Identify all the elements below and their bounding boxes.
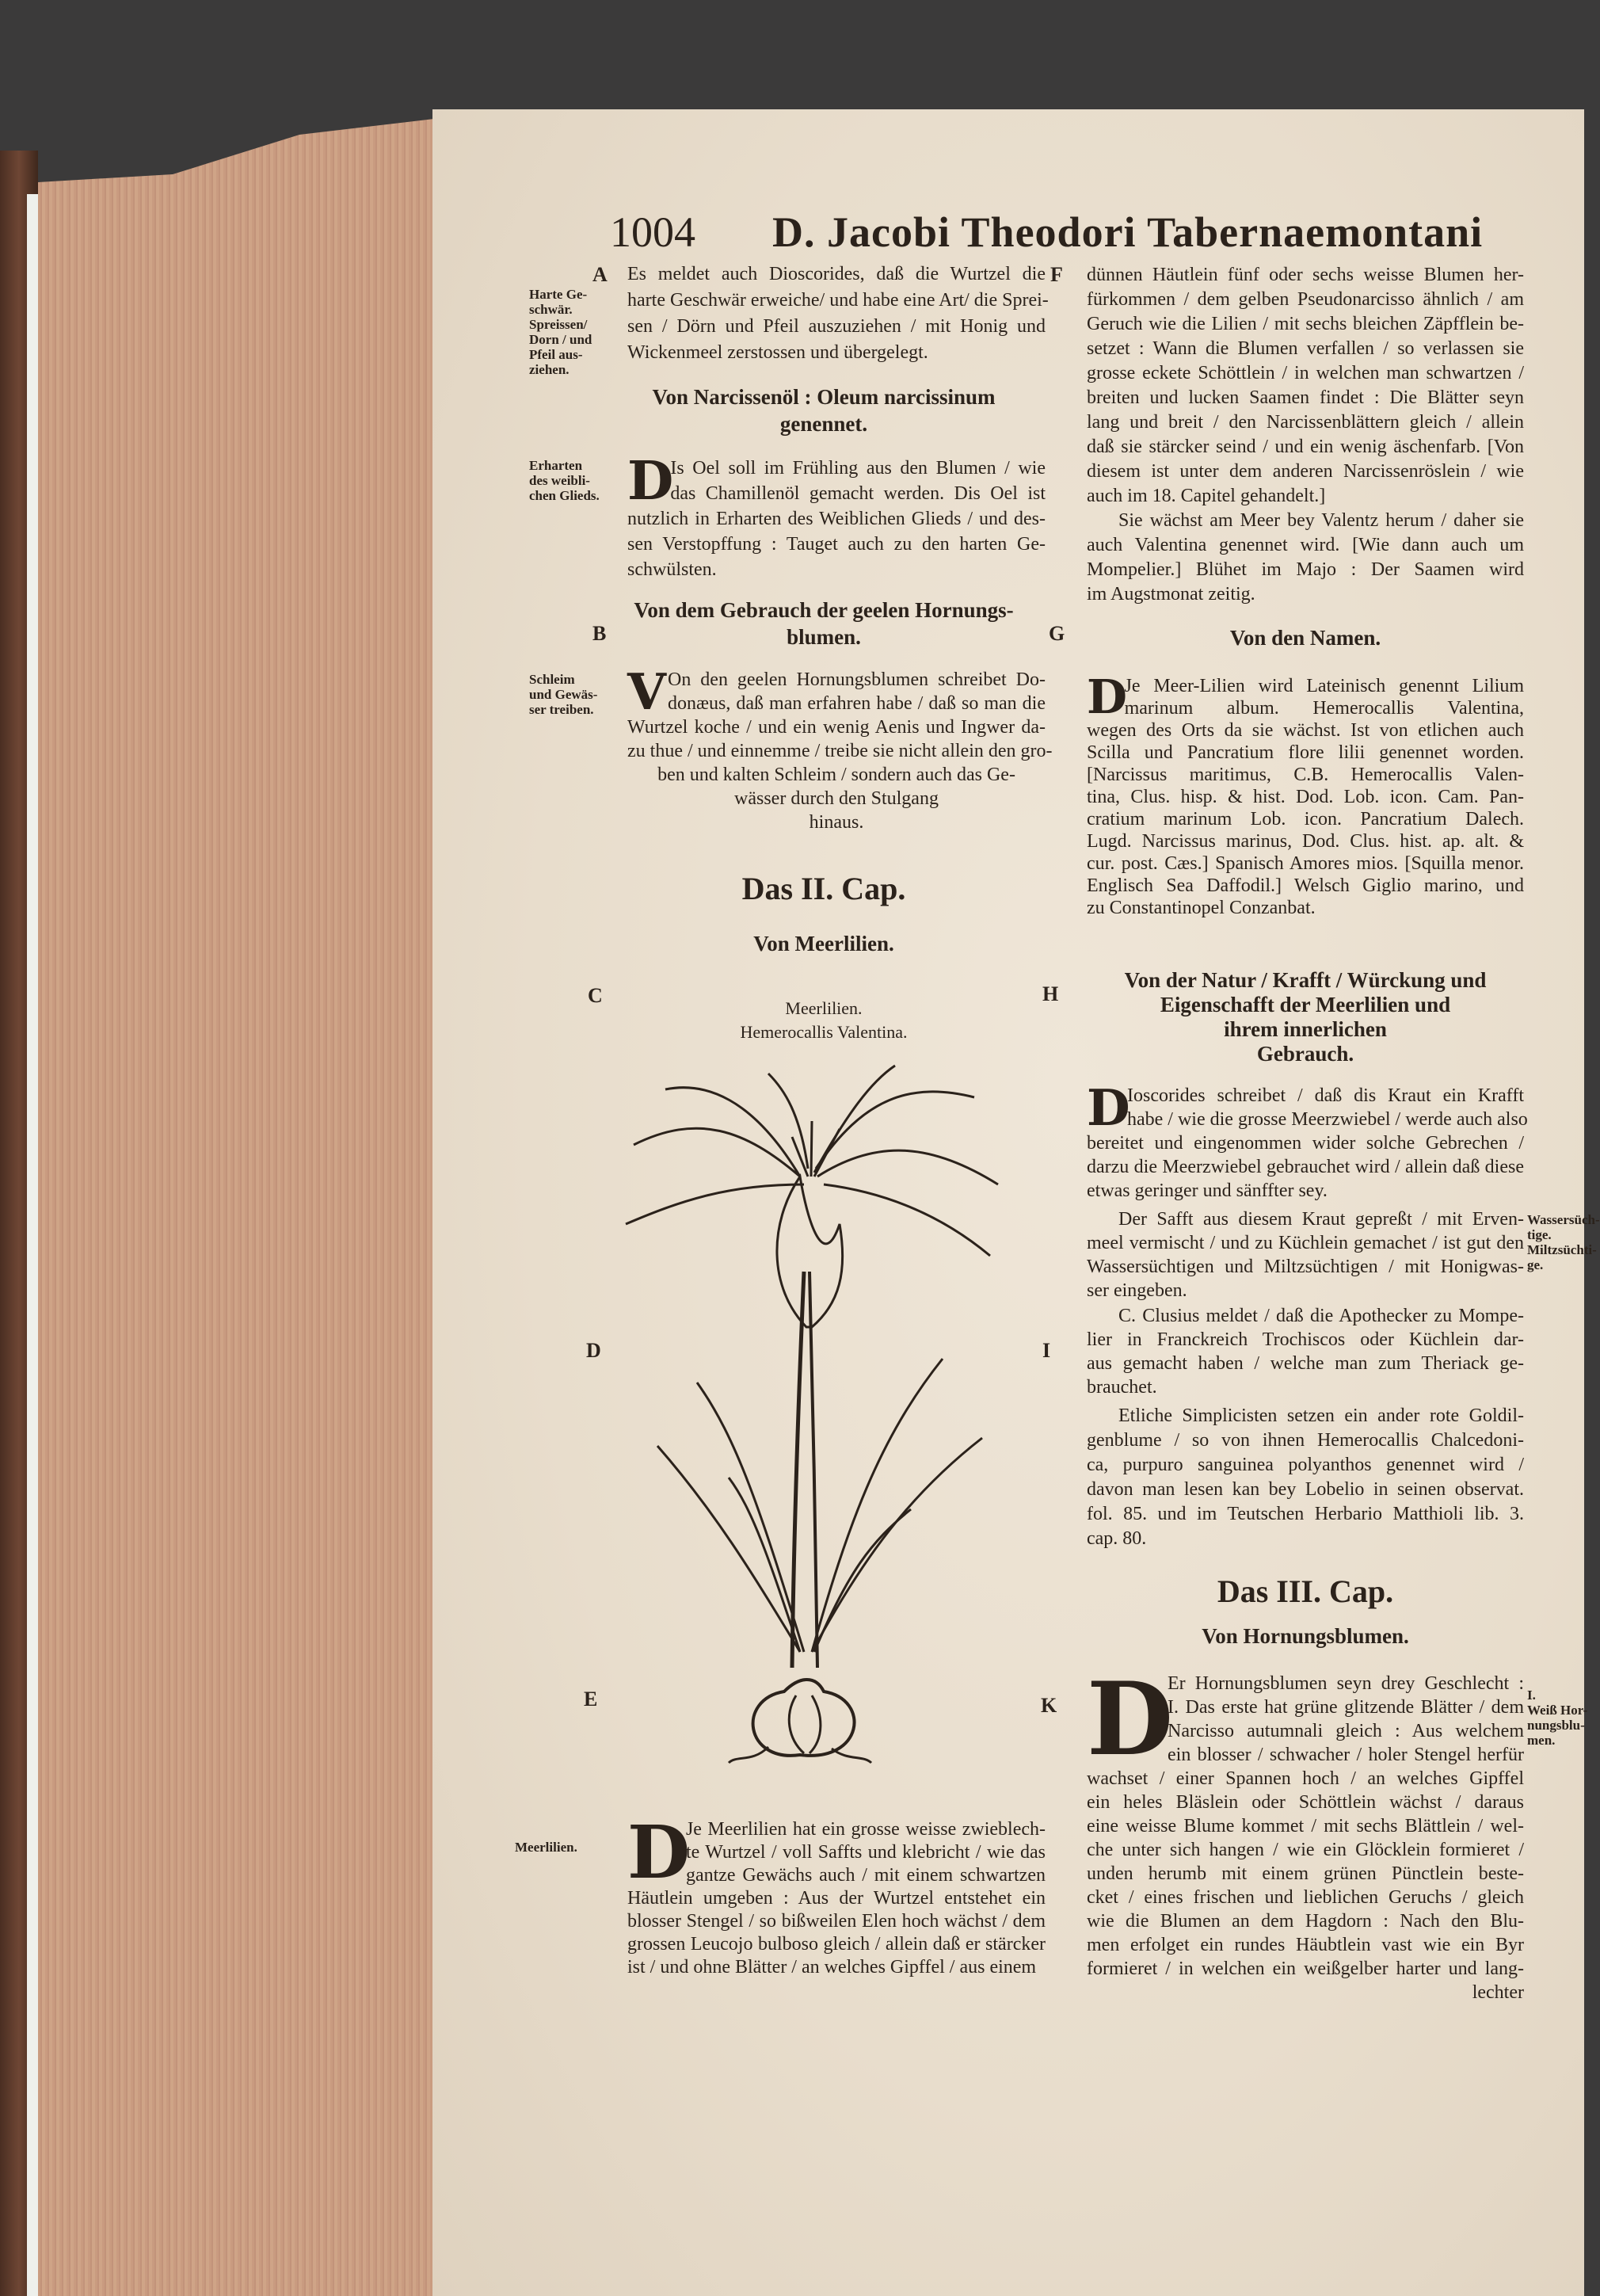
text-line: Wassersüchtigen und Miltzsüchtigen / mit Honigwas- [1087,1257,1524,1277]
margin-note-schleim [529,672,597,717]
text-line: Meerlilien. [785,998,863,1018]
section-letter-a: A [592,263,608,286]
text-line: Spreissen/ [529,317,588,332]
text-line: ge. [1527,1257,1544,1272]
text-line: Sie wächst am Meer bey Valentz herum / daher sie [1118,510,1524,531]
text-line: ca, purpuro sanguinea polyanthos genennet wird / [1087,1455,1524,1475]
text-line: Von Narcissenöl : Oleum narcissinum [652,385,996,409]
text-line: wegen des Orts da sie wächst. Ist von etlichen auch [1087,720,1524,741]
text-line: nutzlich in Erharten des Weiblichen Glieds / und des- [627,509,1046,529]
figure-caption [618,997,1030,1044]
heading-use-of-hornungsblumen [618,597,1030,650]
text-line: meel vermischt / und zu Küchlein gemachet / ist gut den [1087,1233,1524,1253]
text-line: Erharten [529,458,583,473]
section-letter-g: G [1049,622,1065,645]
text-line: cket / eines frischen und lieblichen Geruchs / gleich [1087,1887,1524,1908]
text-line: I. [1527,1688,1536,1703]
sea-lily-illustration [610,1066,1022,1755]
text-line: des weibli- [529,473,590,488]
paragraph-dioscorides-root [627,261,1049,366]
text-line: sen / Dörn und Pfeil auszuziehen / mit Honig und [627,316,1046,337]
text-line: unden herumb mit einem grünen Pünctlein beste- [1087,1863,1524,1884]
text-line: blumen. [787,625,861,649]
section-letter-d: D [586,1339,601,1362]
text-line: men. [1527,1733,1556,1748]
text-line: formieret / in welchen ein weißgelber harter und lang- [1087,1958,1524,1979]
drop-cap: V [627,662,666,721]
text-line: brauchet. [1087,1377,1157,1398]
paragraph-names [1087,669,1524,919]
text-line: wachset / einer Spannen hoch / an welches Gipffel [1087,1768,1524,1789]
section-letter-k: K [1041,1694,1057,1717]
text-line: Miltzsüchti- [1527,1242,1597,1257]
chapter-heading-ii: Das II. Cap. [741,871,906,906]
text-line: lang und breit / den Narcissenblättern gleich / allein [1087,412,1524,433]
text-line: harte Geschwär erweiche/ und habe eine Art/ die Sprei- [627,290,1049,311]
text-line: ein heles Bläslein oder Schöttlein wächst / daraus [1087,1792,1524,1813]
text-line: zu Constantinopel Conzanbat. [1087,898,1316,918]
text-line: blosser Stengel / so bißweilen Elen hoch wächst / dem [627,1911,1046,1932]
text-line: Scilla und Pancratium flore lilii genennet worden. [1087,742,1524,763]
text-line: Narcisso autumnali gleich : Aus welchem [1168,1721,1524,1741]
text-line: cur. post. Cæs.] Spanisch Amores mios. [Squilla menor. [1087,853,1524,874]
text-line: habe / wie die grosse Meerzwiebel / werde auch also [1127,1109,1528,1130]
text-line: lier in Franckreich Trochiscos oder Küchlein dar- [1087,1329,1524,1350]
text-line: Etliche Simplicisten setzen ein ander rote Goldil- [1118,1405,1524,1426]
text-line: eine weisse Blume kommet / mit sechs Blättlein / wel- [1087,1816,1524,1836]
text-line: ist / und ohne Blätter / an welches Gipffel / aus einem [627,1957,1037,1978]
text-line: Wickenmeel zerstossen und übergelegt. [627,342,928,363]
text-line: Gebrauch. [1256,1042,1354,1066]
text-line: fürkommen / dem gelben Pseudonarcisso ähnlich / am [1087,289,1524,310]
text-line: Wassersüch- [1527,1212,1600,1227]
text-line: sen Verstopffung : Tauget auch zu den harten Ge- [627,534,1046,555]
text-line: bereitet und eingenommen wider solche Gebrechen / [1087,1133,1524,1154]
heading-nature-and-virtues [1087,968,1524,1066]
text-line: daß sie stärcker seind / und ein wenig äschenfarb. [Von [1087,437,1524,457]
text-line: Je Meer-Lilien wird Lateinisch genennt Lilium [1124,676,1524,696]
text-line: Mompelier.] Blühet im Majo : Der Saamen wird [1087,559,1524,580]
text-line: Von der Natur / Krafft / Würckung und [1124,968,1487,992]
text-line: breiten und lucken Saamen findet : Die Blätter seyn [1087,387,1524,408]
paragraph-clusius [1087,1304,1524,1399]
paragraph-hornungsblumen [1087,1661,1524,2004]
text-line: [Narcissus maritimus, C.B. Hemerocallis Valen- [1087,765,1524,785]
text-line: Englisch Sea Daffodil.] Welsch Giglio marino, und [1087,875,1524,896]
text-line: Eigenschafft der Meerlilien und [1160,993,1451,1016]
text-line: dünnen Häutlein fünf oder sechs weisse Blumen her- [1087,265,1524,285]
text-line: tige. [1527,1227,1552,1242]
paragraph-meerlilien-description [627,1810,1046,1979]
text-line: te Wurtzel / voll Saffts und klebricht / wie das [685,1842,1046,1863]
text-line: ziehen. [529,362,570,377]
section-letter-e: E [584,1688,598,1711]
text-line: I. Das erste hat grüne glitzende Blätter / dem [1168,1697,1524,1718]
text-line: schwär. [529,302,573,317]
text-line: fol. 85. und im Teutschen Herbario Matthioli lib. 3. [1087,1504,1524,1524]
text-line: aus gemacht haben / welche man zum Theriack ge- [1087,1353,1524,1374]
margin-note-weiss-hornungsblumen [1527,1688,1587,1748]
text-line: Is Oel soll im Frühling aus den Blumen / wie [670,458,1046,479]
heading-names [1087,626,1524,650]
text-line: marinum album. Hemerocallis Valentina, [1124,698,1524,719]
drop-cap: D [1087,669,1127,724]
text-line: schwülsten. [627,559,717,580]
text-line: ben und kalten Schleim / sondern auch das Ge- [657,765,1015,785]
text-line: setzet : Wann die Blumen verfallen / so verlassen sie [1087,338,1524,359]
text-line: diesem ist unter dem anderen Narcissenröslein / wie [1087,461,1524,482]
paragraph-narcissus-oil [627,449,1046,582]
text-line: Geruch wie die Lilien / mit sechs bleichen Zäpfflein be- [1087,314,1524,334]
text-line: im Augstmonat zeitig. [1087,584,1255,605]
text-line: Harte Ge- [529,287,588,302]
chapter-title-meerlilien: Von Meerlilien. [753,932,894,955]
text-line: ser eingeben. [1087,1280,1187,1301]
text-line: darzu die Meerzwiebel gebrauchet wird / allein daß diese [1087,1157,1524,1177]
text-line: Von den Namen. [1229,626,1381,650]
text-line: Der Safft aus diesem Kraut gepreßt / mit Erven- [1118,1209,1524,1230]
text-line: genennet. [779,412,868,436]
text-line: Ioscorides schreibet / daß dis Kraut ein Krafft [1127,1085,1524,1106]
text-line: grossen Leucojo bulboso gleich / allein daß er stärcker [627,1934,1046,1955]
text-line: Je Meerlilien hat ein grosse weisse zwieblech- [685,1819,1046,1840]
paragraph-hornungsblumen-use [627,662,1053,834]
text-line: grosse eckete Schöttlein / in welchen man schwartzen / [1087,363,1524,383]
text-line: C. Clusius meldet / daß die Apothecker zu Mompe- [1118,1306,1524,1326]
chapter-heading-iii: Das III. Cap. [1217,1573,1394,1609]
text-line: wie die Blumen an dem Hagdorn : Nach den Blu- [1087,1911,1524,1932]
text-line: Schleim [529,672,575,687]
text-line: ein blosser / schwacher / holer Stengel herfür [1168,1745,1524,1765]
section-letter-h: H [1042,982,1059,1005]
text-line: das Chamillenöl gemacht werden. Dis Oel ist [670,483,1046,504]
text-line: Es meldet auch Dioscorides, daß die Wurtzel die [627,264,1046,284]
text-line: cratium marinum Lob. icon. Pancratium Dalech. [1087,809,1524,830]
text-line: Dorn / und [529,332,592,347]
text-line: gantze Gewächs auch / mit einem schwartzen [685,1865,1046,1886]
text-line: ser treiben. [529,702,594,717]
drop-cap: D [1087,1661,1174,1778]
text-line: wässer durch den Stulgang [734,788,939,809]
paragraph-flowers-and-seeds [1087,263,1524,607]
paragraph-simplicists [1087,1404,1524,1551]
text-line: chen Glieds. [529,488,600,503]
heading-narcissus-oil [618,383,1030,437]
running-title: D. Jacobi Theodori Tabernaemontani [772,208,1484,256]
paragraph-dioscorides [1087,1078,1528,1203]
margin-note-hard-ulcers [529,287,592,377]
text-line: Er Hornungsblumen seyn drey Geschlecht : [1168,1673,1524,1694]
text-line: ihrem innerlichen [1224,1017,1387,1041]
paragraph-juice [1087,1207,1524,1302]
margin-note-meerlilien [515,1840,577,1855]
text-line: auch Valentina genennet wird. [Wie dann auch um [1087,535,1524,555]
text-line: davon man lesen kan bey Lobelio in seinen observat. [1087,1479,1524,1500]
text-line: auch im 18. Capitel gehandelt.] [1087,486,1326,506]
text-line: lechter [1472,1982,1524,2003]
text-line: che unter sich hangen / wie ein Glöcklein formieret / [1087,1840,1524,1860]
text-line: hinaus. [809,812,864,833]
text-line: Wurtzel koche / und ein wenig Aenis und Ingwer da- [627,717,1046,738]
drop-cap: D [627,449,674,512]
chapter-title-hornungsblumen: Von Hornungsblumen. [1202,1624,1409,1648]
text-line: tina, Clus. hisp. & hist. Dod. Lob. icon. Cam. Pan- [1087,787,1524,807]
text-line: On den geelen Hornungsblumen schreibet Do- [668,669,1046,690]
section-letter-i: I [1042,1339,1051,1362]
section-letter-b: B [592,622,607,645]
page-stack-edge [38,119,434,2296]
drop-cap: D [627,1810,691,1895]
text-line: men erfolget ein rundes Häubtlein vast wie ein Byr [1087,1935,1524,1955]
drop-cap: D [1087,1078,1130,1137]
section-letter-f: F [1050,263,1063,286]
text-line: und Gewäs- [529,687,598,702]
section-letter-c: C [588,984,603,1007]
margin-note-wassersuechtige [1527,1212,1600,1272]
text-line: Meerlilien. [515,1840,577,1855]
text-line: nungsblu- [1527,1718,1585,1733]
page-number: 1004 [610,208,695,256]
text-line: Pfeil aus- [529,347,583,362]
text-line: Häutlein umgeben : Aus der Wurtzel entstehet ein [627,1888,1046,1909]
text-line: Lugd. Narcissus marinus, Dod. Clus. hist. ap. alt. & [1087,831,1524,852]
text-line: etwas geringer und sänffter sey. [1087,1180,1328,1201]
text-line: cap. 80. [1087,1528,1147,1549]
margin-note-erharten [529,458,600,503]
text-line: Weiß Hor- [1527,1703,1588,1718]
text-line: genblume / so von ihnen Hemerocallis Chalcedoni- [1087,1430,1524,1451]
text-line: Hemerocallis Valentina. [740,1022,908,1042]
text-line: zu thue / und einnemme / treibe sie nicht allein den gro- [627,741,1053,761]
text-line: Von dem Gebrauch der geelen Hornungs- [634,598,1014,622]
text-line: donæus, daß man erfahren habe / daß so man die [668,693,1046,714]
